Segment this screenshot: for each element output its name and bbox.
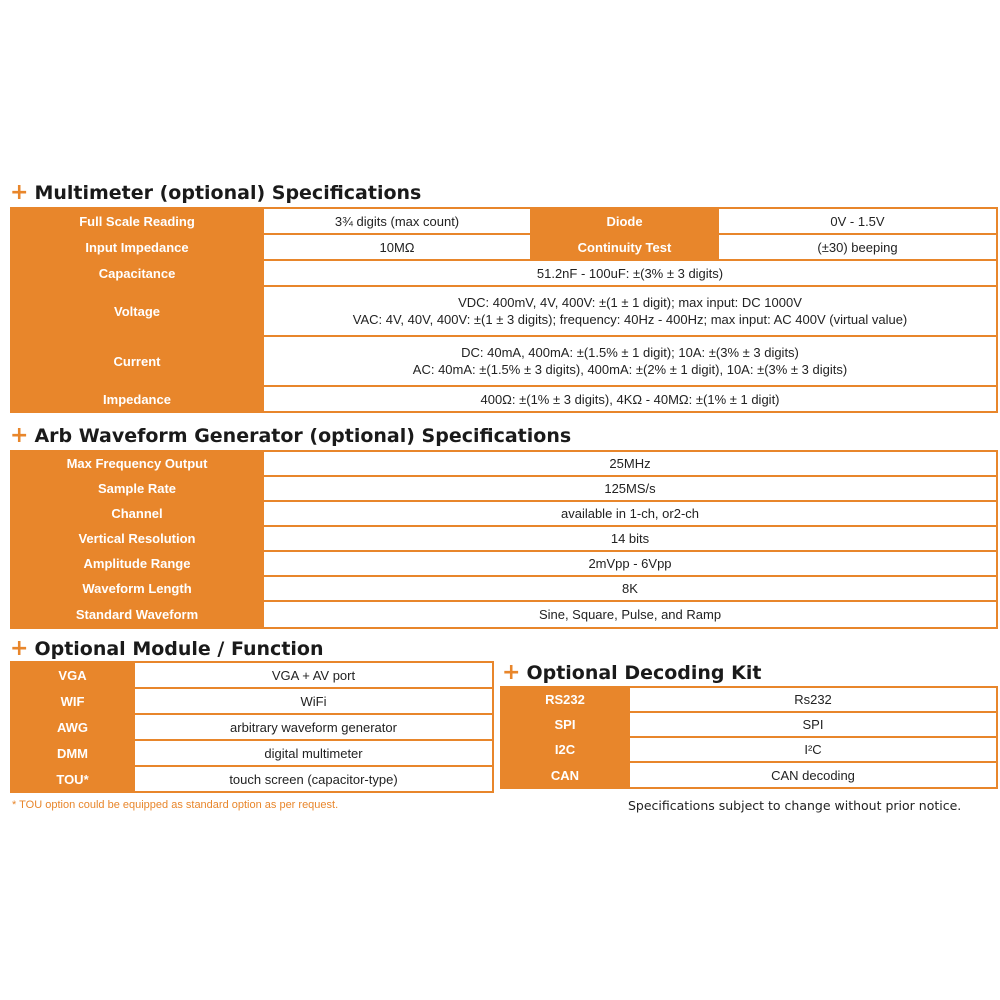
current-line-ac: AC: 40mA: ±(1.5% ± 3 digits), 400mA: ±(2% ± 1 digit), 10A: ±(3% ± 3 digits) [412, 362, 848, 377]
decoding-label: CAN [501, 762, 629, 788]
multimeter-spec-table [10, 207, 998, 413]
tou-footnote: * TOU option could be equipped as standard option as per request. [12, 799, 339, 811]
continuity-value: (±30) beeping [718, 234, 997, 260]
module-label: WIF [11, 688, 134, 714]
module-value: WiFi [134, 688, 493, 714]
module-label: AWG [11, 714, 134, 740]
decoding-table [500, 686, 998, 789]
awg-row-label: Vertical Resolution [11, 526, 263, 551]
current-label: Current [11, 336, 263, 386]
table-row [11, 501, 997, 526]
disclaimer-note: Specifications subject to change without prior notice. [628, 798, 962, 813]
table-row [11, 208, 997, 234]
table-row [11, 286, 997, 336]
table-row [501, 712, 997, 737]
diode-label: Diode [531, 208, 718, 234]
awg-row-value: 2mVpp - 6Vpp [263, 551, 997, 576]
awg-row-value: Sine, Square, Pulse, and Ramp [263, 601, 997, 628]
awg-section-title: + Arb Waveform Generator (optional) Specifications [10, 423, 572, 448]
awg-row-label: Max Frequency Output [11, 451, 263, 476]
plus-icon: + [10, 423, 29, 448]
voltage-label: Voltage [11, 286, 263, 336]
decoding-label: I2C [501, 737, 629, 762]
table-row [11, 551, 997, 576]
plus-icon: + [10, 180, 29, 205]
voltage-line-dc: VDC: 400mV, 4V, 400V: ±(1 ± 1 digit); max input: DC 1000V [458, 295, 802, 310]
awg-row-label: Waveform Length [11, 576, 263, 601]
table-row [11, 662, 493, 688]
full-scale-label: Full Scale Reading [11, 208, 263, 234]
decoding-label: SPI [501, 712, 629, 737]
table-row [11, 576, 997, 601]
voltage-line-ac: VAC: 4V, 40V, 400V: ±(1 ± 3 digits); frequency: 40Hz - 400Hz; max input: AC 400V (virtual value) [352, 312, 908, 327]
capacitance-value: 51.2nF - 100uF: ±(3% ± 3 digits) [263, 260, 997, 286]
decoding-section-title: + Optional Decoding Kit [502, 660, 762, 685]
awg-row-label: Channel [11, 501, 263, 526]
awg-row-label: Sample Rate [11, 476, 263, 501]
module-value: digital multimeter [134, 740, 493, 766]
module-label: DMM [11, 740, 134, 766]
table-row [11, 386, 997, 412]
impedance-label: Impedance [11, 386, 263, 412]
decoding-value: CAN decoding [629, 762, 997, 788]
decoding-value: Rs232 [629, 687, 997, 712]
impedance-value: 400Ω: ±(1% ± 3 digits), 4KΩ - 40MΩ: ±(1% ± 1 digit) [263, 386, 997, 412]
awg-spec-table [10, 450, 998, 629]
awg-row-value: available in 1-ch, or2-ch [263, 501, 997, 526]
plus-icon: + [502, 660, 521, 685]
table-row [11, 526, 997, 551]
table-row [501, 762, 997, 788]
table-row [11, 766, 493, 792]
input-impedance-label: Input Impedance [11, 234, 263, 260]
table-row [11, 740, 493, 766]
table-row [11, 336, 997, 386]
table-row [11, 688, 493, 714]
table-row [11, 714, 493, 740]
full-scale-value: 3¾ digits (max count) [263, 208, 531, 234]
current-line-dc: DC: 40mA, 400mA: ±(1.5% ± 1 digit); 10A: ±(3% ± 3 digits) [461, 345, 799, 360]
capacitance-label: Capacitance [11, 260, 263, 286]
awg-row-value: 25MHz [263, 451, 997, 476]
continuity-label: Continuity Test [531, 234, 718, 260]
module-label: VGA [11, 662, 134, 688]
module-value: arbitrary waveform generator [134, 714, 493, 740]
input-impedance-value: 10MΩ [263, 234, 531, 260]
decoding-value: I²C [629, 737, 997, 762]
table-row [501, 737, 997, 762]
awg-row-label: Amplitude Range [11, 551, 263, 576]
multimeter-section-title: + Multimeter (optional) Specifications [10, 180, 422, 205]
voltage-value [263, 286, 997, 336]
module-value: touch screen (capacitor-type) [134, 766, 493, 792]
awg-row-label: Standard Waveform [11, 601, 263, 628]
table-row [501, 687, 997, 712]
awg-row-value: 125MS/s [263, 476, 997, 501]
modules-table [10, 661, 494, 793]
awg-row-value: 14 bits [263, 526, 997, 551]
current-value [263, 336, 997, 386]
diode-value: 0V - 1.5V [718, 208, 997, 234]
table-row [11, 601, 997, 628]
module-value: VGA + AV port [134, 662, 493, 688]
table-row [11, 451, 997, 476]
table-row [11, 234, 997, 260]
table-row [11, 260, 997, 286]
awg-row-value: 8K [263, 576, 997, 601]
table-row [11, 476, 997, 501]
decoding-label: RS232 [501, 687, 629, 712]
module-label: TOU* [11, 766, 134, 792]
decoding-value: SPI [629, 712, 997, 737]
modules-section-title: + Optional Module / Function [10, 636, 324, 661]
plus-icon: + [10, 636, 29, 661]
